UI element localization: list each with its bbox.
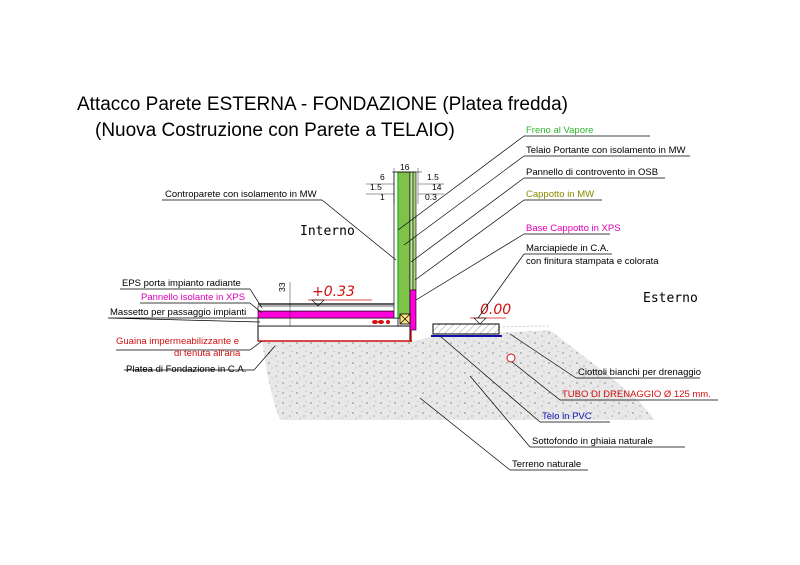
label-mw-insulation: Cappotto in MW (526, 189, 595, 200)
dim-left-c: 1 (380, 192, 385, 202)
label-foundation: Platea di Fondazione in C.A. (126, 364, 247, 375)
elevation-interior (308, 284, 372, 306)
sidewalk-slab (433, 324, 499, 334)
label-drainage-pipe: TUBO DI DRENAGGIO Ø 125 mm. (562, 389, 711, 400)
label-xps-base: Base Cappotto in XPS (526, 223, 621, 234)
elevation-exterior-value: 0.00 (480, 302, 512, 318)
elevation-interior-value: +0.33 (312, 284, 355, 300)
foundation-slab (258, 326, 410, 341)
dim-left-b: 1.5 (370, 182, 382, 192)
wall-insulation-mw (413, 172, 416, 290)
xps-base-insulation (410, 290, 416, 330)
drainage-pipe (507, 354, 515, 362)
label-natural-soil: Terreno naturale (512, 459, 582, 470)
label-membrane: Guaina impermeabilizzante e (116, 336, 240, 347)
zone-exterior: Esterno (643, 291, 698, 306)
label-eps: EPS porta impianto radiante (122, 278, 241, 289)
label-vapour-barrier: Freno al Vapore (526, 125, 594, 136)
title-line-1: Attacco Parete ESTERNA - FONDAZIONE (Platea fredda) (77, 94, 568, 115)
label-pvc-sheet: Telo in PVC (542, 411, 592, 422)
label-frame: Telaio Portante con isolamento in MW (526, 145, 686, 156)
xps-panel (258, 311, 398, 318)
radiant-pipes (372, 320, 390, 324)
label-gravel-subbase: Sottofondo in ghiaia naturale (532, 436, 653, 447)
label-sidewalk: Marciapiede in C.A. (526, 243, 609, 254)
dim-left-a: 6 (380, 172, 385, 182)
title-line-2: (Nuova Costruzione con Parete a TELAIO) (95, 120, 455, 141)
label-xps-panel: Pannello isolante in XPS (141, 292, 246, 303)
label-pebbles: Ciottoli bianchi per drenaggio (578, 367, 702, 378)
eps-radiant-panel (258, 306, 398, 311)
label-membrane-2: di tenuta all'aria (174, 348, 241, 359)
zone-interior: Interno (300, 224, 355, 239)
dim-slab-height: 33 (277, 282, 287, 292)
dim-right-c: 0.3 (425, 192, 437, 202)
elevation-exterior (470, 302, 511, 324)
label-counterwall: Controparete con isolamento in MW (165, 189, 317, 200)
label-osb: Pannello di controvento in OSB (526, 167, 659, 178)
label-sidewalk-finish: con finitura stampata e colorata (526, 256, 659, 267)
dim-right-b: 14 (432, 182, 442, 192)
dim-right-a: 1.5 (427, 172, 439, 182)
dim-wall-total: 16 (400, 162, 410, 172)
label-screed: Massetto per passaggio impianti (110, 307, 247, 318)
